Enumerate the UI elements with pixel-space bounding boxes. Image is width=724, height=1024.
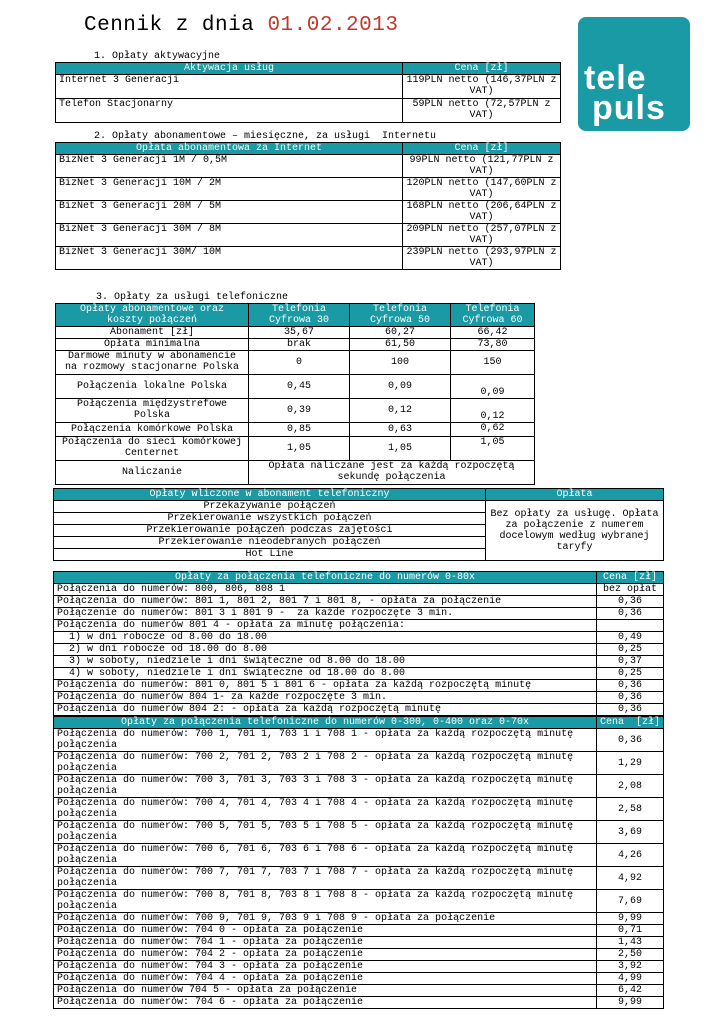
title-date: 01.02.2013 xyxy=(267,14,399,37)
numbers-row-price xyxy=(596,620,663,632)
telephony-col-60: Telefonia Cyfrowa 60 xyxy=(451,304,535,327)
telephony-v30: 1,05 xyxy=(249,437,350,461)
numbers-row-price: 2,50 xyxy=(596,949,663,961)
numbers-row-name: Połączenia do numerów: 704 0 - opłata za połączenie xyxy=(54,925,597,937)
plan-name: BizNet 3 Generacji 20M / 5M xyxy=(56,201,403,224)
included-service: Hot Line xyxy=(54,549,486,561)
table-header-row xyxy=(54,716,664,729)
table-row xyxy=(54,752,664,775)
plan-price: 168PLN netto (206,64PLN z VAT) xyxy=(403,201,561,224)
telephony-v60: 0,62 xyxy=(451,423,535,437)
plan-price: 209PLN netto (257,07PLN z VAT) xyxy=(403,224,561,247)
numbers-080-col-price: Cena [zł] xyxy=(596,572,663,584)
numbers-row-price: 4,99 xyxy=(596,973,663,985)
activation-table xyxy=(55,62,561,123)
table-row xyxy=(56,339,535,351)
numbers-row-name: Połączenia do numerów: 700 7, 701 7, 703 7 i 708 7 - opłata za każdą rozpoczętą minutę połączenia xyxy=(54,867,597,890)
table-row xyxy=(56,399,535,423)
numbers-row-name: Połączenia do numerów: 700 9, 701 9, 703 9 i 708 9 - opłata za połączenie xyxy=(54,913,597,925)
telephony-row-name: Abonament [zł] xyxy=(56,327,249,339)
table-row xyxy=(54,620,664,632)
telephony-v60: 73,80 xyxy=(451,339,535,351)
plan-price: 239PLN netto (293,97PLN z VAT) xyxy=(403,247,561,270)
table-row xyxy=(54,997,664,1009)
table-row xyxy=(54,890,664,913)
plan-name: BizNet 3 Generacji 30M/ 10M xyxy=(56,247,403,270)
table-row xyxy=(54,925,664,937)
numbers-row-name: Połączenia do numerów: 704 6 - opłata za połączenie xyxy=(54,997,597,1009)
table-row xyxy=(54,821,664,844)
included-service: Przekierowanie połączeń podczas zajętości xyxy=(54,525,486,537)
table-header-row xyxy=(54,489,664,501)
included-services-table xyxy=(53,488,664,561)
numbers-row-name: 3) w soboty, niedziele i dni świąteczne od 8.00 do 18.00 xyxy=(54,656,597,668)
activation-price: 119PLN netto (146,37PLN z VAT) xyxy=(403,75,561,99)
table-row xyxy=(56,423,535,437)
internet-col-name: Opłata abonamentowa za Internet xyxy=(56,143,403,155)
numbers-row-name: Połączenia do numerów: 800, 806, 808 1 xyxy=(54,584,597,596)
numbers-row-price: 2,58 xyxy=(596,798,663,821)
numbers-070-col-name: Opłaty za połączenia telefoniczne do numerów 0-300, 0-400 oraz 0-70x xyxy=(54,716,597,729)
logo-line2: puls xyxy=(592,89,666,127)
included-service: Przekierowanie nieodebranych połączeń xyxy=(54,537,486,549)
telephony-row-name: Połączenia międzystrefowe Polska xyxy=(56,399,249,423)
numbers-row-price: 3,92 xyxy=(596,961,663,973)
table-row xyxy=(54,596,664,608)
plan-name: BizNet 3 Generacji 30M / 8M xyxy=(56,224,403,247)
telephony-v60: 66,42 xyxy=(451,327,535,339)
numbers-row-price: bez opłat xyxy=(596,584,663,596)
numbers-row-name: Połączenia do numerów: 704 1 - opłata za połączenie xyxy=(54,937,597,949)
telephony-table xyxy=(55,303,535,485)
table-header-row xyxy=(56,304,535,327)
numbers-row-price: 0,36 xyxy=(596,729,663,752)
numbers-row-name: Połączenia do numerów: 801 0, 801 5 i 801 6 - opłata za każdą rozpoczętą minutę xyxy=(54,680,597,692)
table-row xyxy=(54,985,664,997)
table-row xyxy=(56,327,535,339)
numbers-row-name: Połączenia do numerów: 700 6, 701 6, 703 6 i 708 6 - opłata za każdą rozpoczętą minutę połączenia xyxy=(54,844,597,867)
table-row xyxy=(54,913,664,925)
telephony-v30: 0,39 xyxy=(249,399,350,423)
included-service: Przekazywanie połączeń xyxy=(54,501,486,513)
table-row xyxy=(56,178,561,201)
telephony-v60: 0,12 xyxy=(451,399,535,423)
telephony-v50: 1,05 xyxy=(350,437,451,461)
numbers-row-name: Połączenia do numerów: 700 5, 701 5, 703 5 i 708 5 - opłata za każdą rozpoczętą minutę połączenia xyxy=(54,821,597,844)
activation-col-service: Aktywacja usług xyxy=(56,63,403,75)
numbers-row-price: 2,08 xyxy=(596,775,663,798)
telephony-v50: 61,50 xyxy=(350,339,451,351)
plan-price: 120PLN netto (147,60PLN z VAT) xyxy=(403,178,561,201)
section3-heading: 3. Opłaty za usługi telefoniczne xyxy=(96,292,289,303)
numbers-row-name: Połączenia do numerów 801 4 - opłata za minutę połączenia: xyxy=(54,620,597,632)
numbers-row-price: 0,36 xyxy=(596,704,663,717)
plan-name: BizNet 3 Generacji 10M / 2M xyxy=(56,178,403,201)
internet-col-price: Cena [zł] xyxy=(403,143,561,155)
table-row xyxy=(54,729,664,752)
numbers-row-price: 0,25 xyxy=(596,644,663,656)
table-row xyxy=(54,949,664,961)
plan-name: BizNet 3 Generacji 1M / 0,5M xyxy=(56,155,403,178)
table-row xyxy=(54,501,664,513)
numbers-row-name: Połączenia do numerów 804 1- za każde rozpoczęte 3 min. xyxy=(54,692,597,704)
numbers-row-price: 0,36 xyxy=(596,608,663,620)
numbers-row-price: 0,25 xyxy=(596,668,663,680)
included-col-services: Opłaty wliczone w abonament telefoniczny xyxy=(54,489,486,501)
table-row xyxy=(54,584,664,596)
numbers-row-price: 0,36 xyxy=(596,680,663,692)
telephony-v50: 0,09 xyxy=(350,375,451,399)
table-row xyxy=(56,224,561,247)
table-header-row xyxy=(54,572,664,584)
telephony-row-name: Połączenia do sieci komórkowej Centernet xyxy=(56,437,249,461)
table-row xyxy=(54,704,664,717)
numbers-row-name: Połączenia do numerów 804 2: - opłata za każdą rozpoczętą minutę xyxy=(54,704,597,717)
included-fee: Bez opłaty za usługę. Opłata za połączenie z numerem docelowym według wybranej taryfy xyxy=(486,501,664,561)
telephony-v60: 150 xyxy=(451,351,535,375)
numbers-row-name: Połączenie do numerów: 801 3 i 801 9 - za każde rozpoczęte 3 min. xyxy=(54,608,597,620)
telephony-col-30: Telefonia Cyfrowa 30 xyxy=(249,304,350,327)
telephony-v30: 0,45 xyxy=(249,375,350,399)
numbers-row-price: 7,69 xyxy=(596,890,663,913)
table-row xyxy=(56,461,535,485)
table-row xyxy=(56,75,561,99)
telephony-row-name: Opłata minimalna xyxy=(56,339,249,351)
numbers-row-price: 9,99 xyxy=(596,913,663,925)
numbers-row-name: Połączenia do numerów 704 5 - opłata za połączenie xyxy=(54,985,597,997)
numbers-row-name: 1) w dni robocze od 8.00 do 18.00 xyxy=(54,632,597,644)
numbers-row-name: Połączenia do numerów: 700 1, 701 1, 703 1 i 708 1 - opłata za każdą rozpoczętą minutę połączenia xyxy=(54,729,597,752)
numbers-row-price: 4,26 xyxy=(596,844,663,867)
telepuls-logo xyxy=(578,17,690,131)
numbers-row-name: Połączenia do numerów: 704 3 - opłata za połączenie xyxy=(54,961,597,973)
billing-value: Opłata naliczane jest za każdą rozpoczętą sekundę połączenia xyxy=(249,461,535,485)
table-row xyxy=(56,437,535,461)
table-row xyxy=(56,351,535,375)
page-title xyxy=(84,14,398,37)
numbers-070-col-price: Cena [zł] xyxy=(596,716,663,729)
plan-price: 99PLN netto (121,77PLN z VAT) xyxy=(403,155,561,178)
table-row xyxy=(56,155,561,178)
activation-name: Internet 3 Generacji xyxy=(56,75,403,99)
table-row xyxy=(54,608,664,620)
numbers-row-price: 0,71 xyxy=(596,925,663,937)
activation-col-price: Cena [zł] xyxy=(403,63,561,75)
telephony-col-50: Telefonia Cyfrowa 50 xyxy=(350,304,451,327)
logo-line1: tele xyxy=(584,59,647,97)
telephony-v30: 0 xyxy=(249,351,350,375)
numbers-row-price: 0,37 xyxy=(596,656,663,668)
telephony-v30: 35,67 xyxy=(249,327,350,339)
table-row xyxy=(56,201,561,224)
telephony-v50: 60,27 xyxy=(350,327,451,339)
internet-subscription-table xyxy=(55,142,561,270)
telephony-row-name: Połączenia komórkowe Polska xyxy=(56,423,249,437)
numbers-row-price: 0,36 xyxy=(596,596,663,608)
numbers-row-price: 3,69 xyxy=(596,821,663,844)
table-row xyxy=(54,961,664,973)
numbers-row-name: Połączenia do numerów: 700 4, 701 4, 703 4 i 708 4 - opłata za każdą rozpoczętą minutę połączenia xyxy=(54,798,597,821)
numbers-row-name: Połączenia do numerów: 801 1, 801 2, 801 7 i 801 8, - opłata za połączenie xyxy=(54,596,597,608)
numbers-080-col-name: Opłaty za połączenia telefoniczne do numerów 0-80x xyxy=(54,572,597,584)
title-prefix: Cennik z dnia xyxy=(84,14,268,37)
table-row xyxy=(56,247,561,270)
numbers-row-name: Połączenia do numerów: 700 8, 701 8, 703 8 i 708 8 - opłata za każdą rozpoczętą minutę połączenia xyxy=(54,890,597,913)
table-row xyxy=(54,632,664,644)
telephony-v60: 1,05 xyxy=(451,437,535,461)
telephony-v50: 0,12 xyxy=(350,399,451,423)
included-col-fee: Opłata xyxy=(486,489,664,501)
table-row xyxy=(56,99,561,123)
numbers-row-price: 1,29 xyxy=(596,752,663,775)
numbers-row-name: Połączenia do numerów: 700 3, 701 3, 703 3 i 708 3 - opłata za każdą rozpoczętą minutę połączenia xyxy=(54,775,597,798)
table-row xyxy=(54,668,664,680)
telephony-row-name: Darmowe minuty w abonamencie na rozmowy stacjonarne Polska xyxy=(56,351,249,375)
numbers-row-name: Połączenia do numerów: 700 2, 701 2, 703 2 i 708 2 - opłata za każdą rozpoczętą minutę połączenia xyxy=(54,752,597,775)
table-row xyxy=(54,656,664,668)
numbers-row-price: 6,42 xyxy=(596,985,663,997)
activation-price: 59PLN netto (72,57PLN z VAT) xyxy=(403,99,561,123)
numbers-row-name: Połączenia do numerów: 704 4 - opłata za połączenie xyxy=(54,973,597,985)
section2-heading: 2. Opłaty abonamentowe – miesięczne, za usługi Internetu xyxy=(94,131,437,142)
numbers-row-price: 1,43 xyxy=(596,937,663,949)
section1-heading: 1. Opłaty aktywacyjne xyxy=(94,51,221,62)
table-row xyxy=(54,867,664,890)
table-header-row xyxy=(56,63,561,75)
numbers-row-name: 2) w dni robocze od 18.00 do 8.00 xyxy=(54,644,597,656)
billing-label: Naliczanie xyxy=(56,461,249,485)
numbers-row-name: Połączenia do numerów: 704 2 - opłata za połączenie xyxy=(54,949,597,961)
table-row xyxy=(54,775,664,798)
telephony-v30: brak xyxy=(249,339,350,351)
telephony-v30: 0,85 xyxy=(249,423,350,437)
telephony-col-costs: Opłaty abonamentowe oraz koszty połączeń xyxy=(56,304,249,327)
telephony-row-name: Połączenia lokalne Polska xyxy=(56,375,249,399)
activation-name: Telefon Stacjonarny xyxy=(56,99,403,123)
special-numbers-table xyxy=(53,571,664,1009)
numbers-row-price: 9,99 xyxy=(596,997,663,1009)
telephony-v60: 0,09 xyxy=(451,375,535,399)
numbers-row-price: 4,92 xyxy=(596,867,663,890)
included-service: Przekierowanie wszystkich połączeń xyxy=(54,513,486,525)
table-row xyxy=(54,644,664,656)
numbers-row-name: 4) w soboty, niedziele i dni świąteczne od 18.00 do 8.00 xyxy=(54,668,597,680)
table-row xyxy=(54,844,664,867)
table-header-row xyxy=(56,143,561,155)
table-row xyxy=(54,680,664,692)
table-row xyxy=(54,692,664,704)
table-row xyxy=(54,937,664,949)
telephony-v50: 100 xyxy=(350,351,451,375)
numbers-row-price: 0,36 xyxy=(596,692,663,704)
table-row xyxy=(54,798,664,821)
telephony-v50: 0,63 xyxy=(350,423,451,437)
table-row xyxy=(56,375,535,399)
numbers-row-price: 0,49 xyxy=(596,632,663,644)
table-row xyxy=(54,973,664,985)
